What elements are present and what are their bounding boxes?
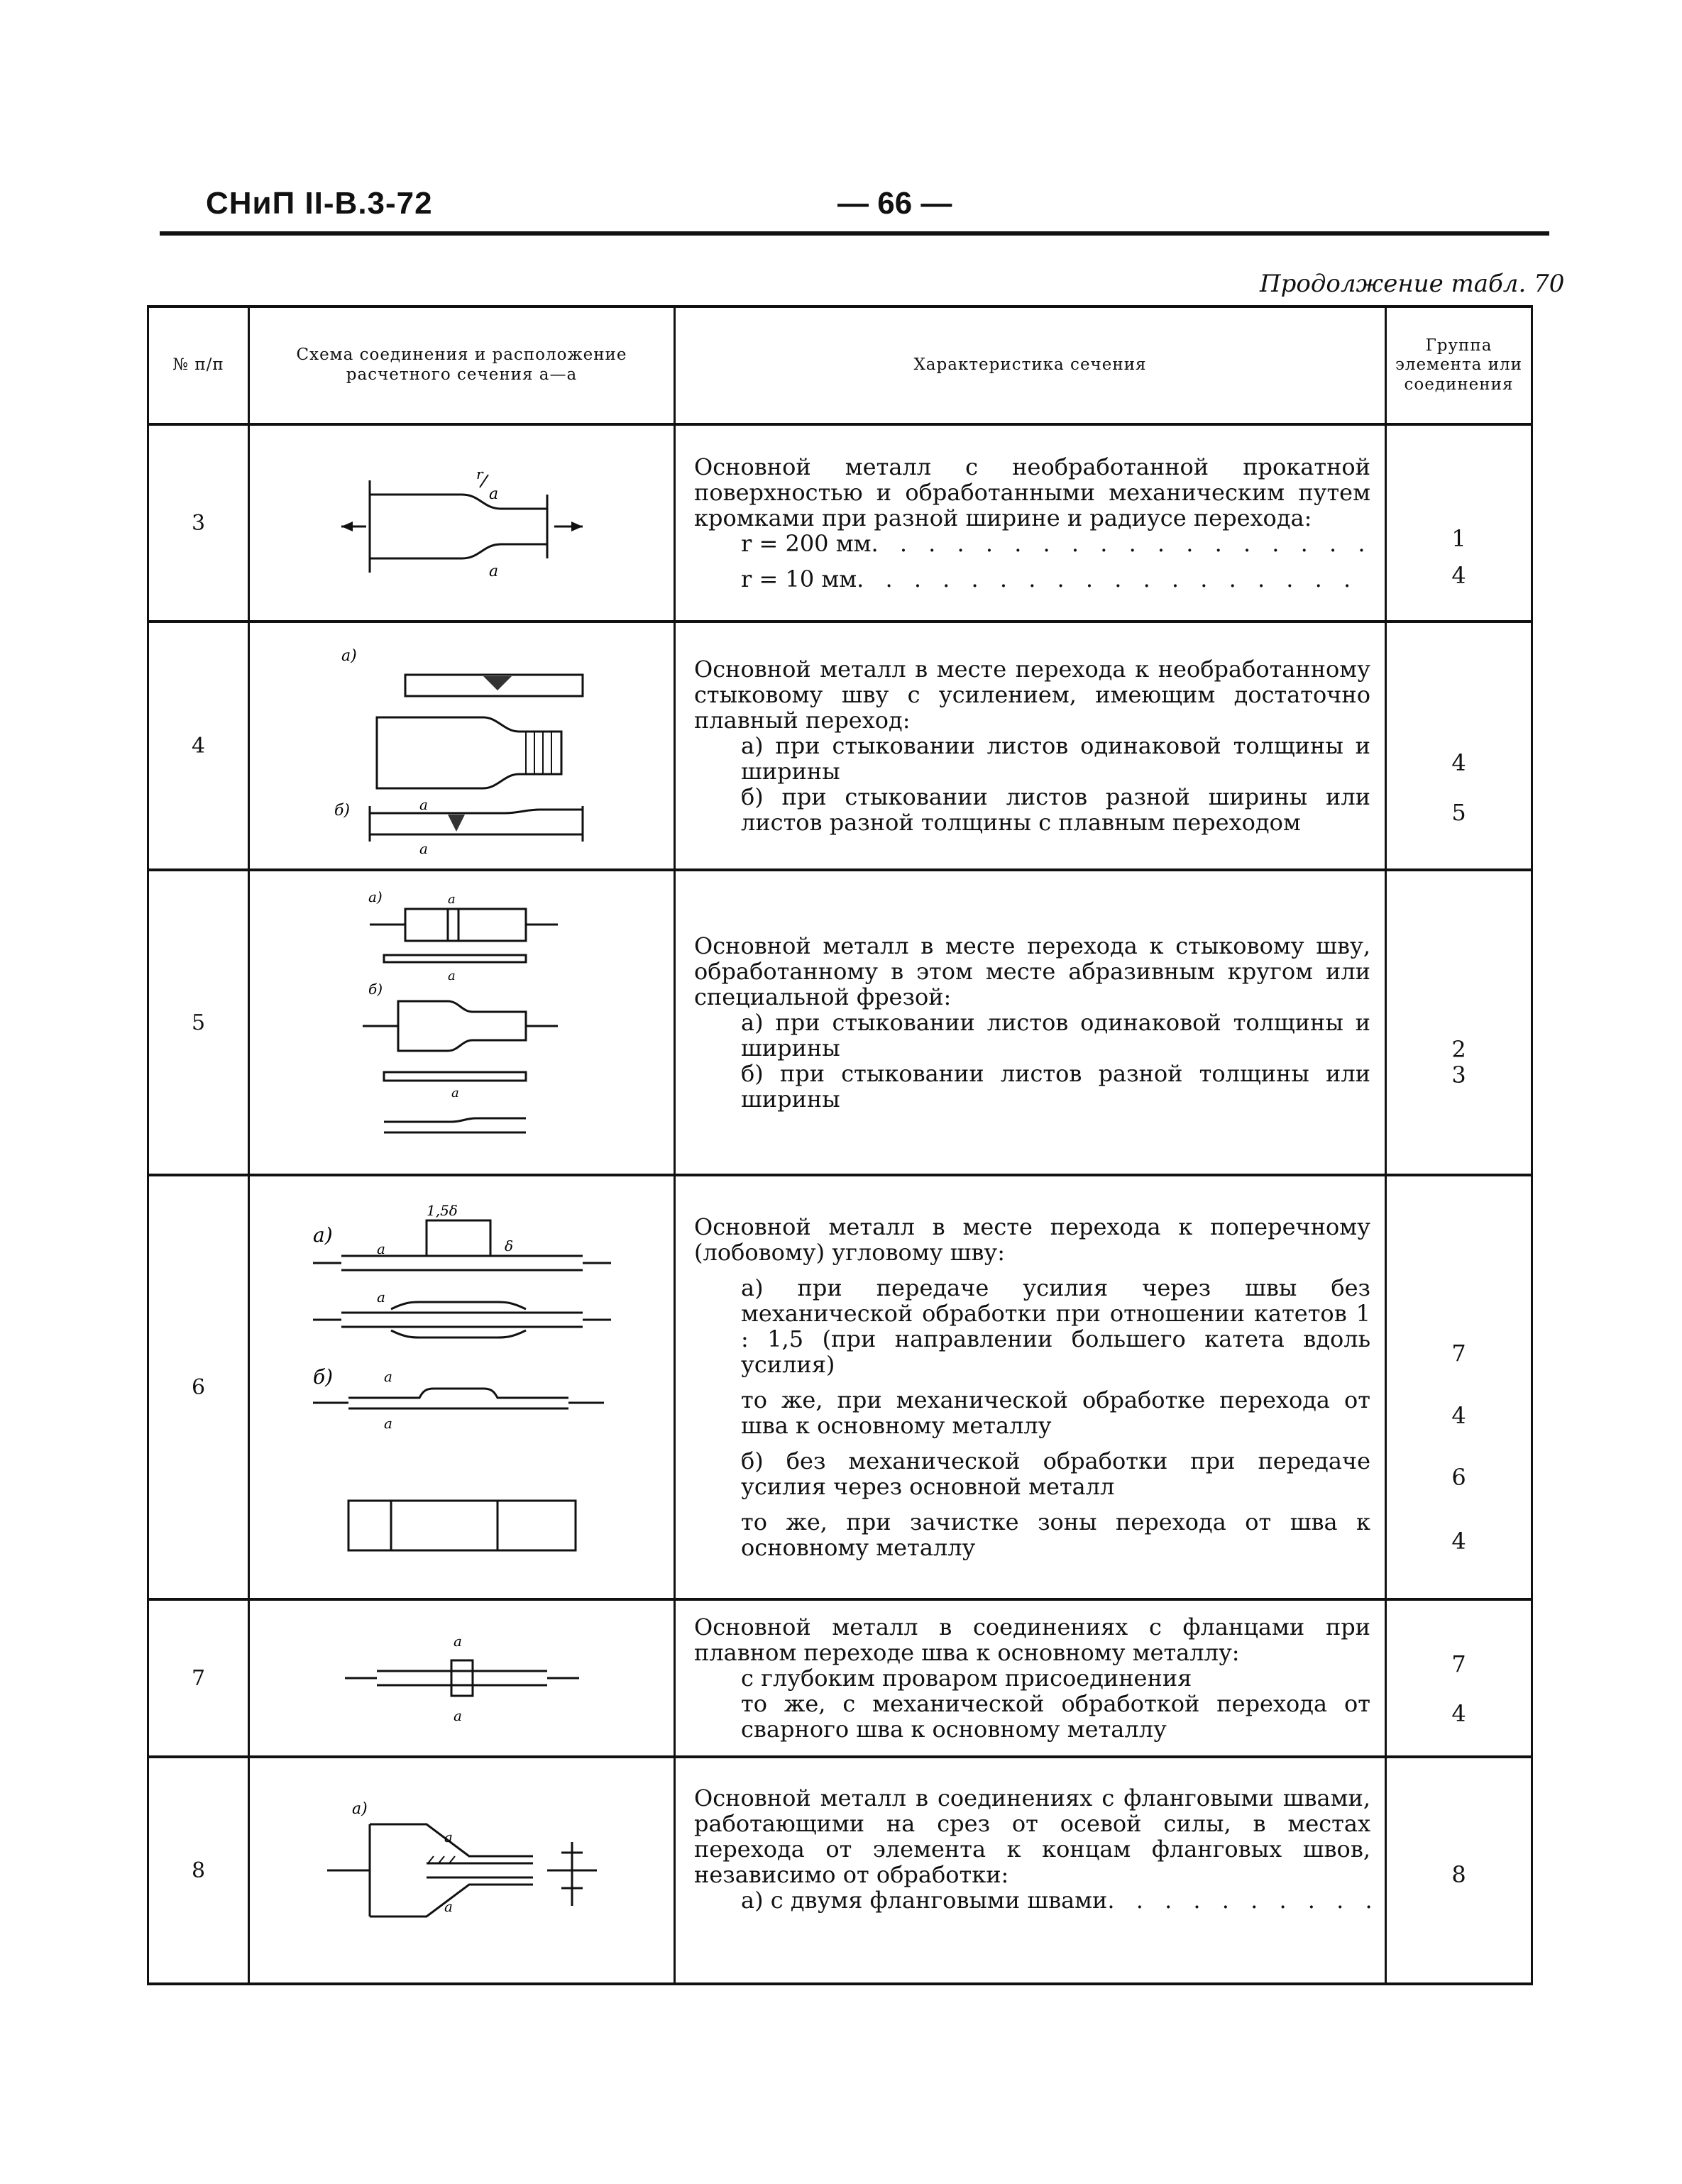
section-label-a: а	[376, 1240, 385, 1257]
variant-label: а)	[351, 1800, 368, 1818]
condition-text: то же, при зачистке зоны перехода от шва к основному металлу	[741, 1509, 1370, 1561]
characteristic-cell	[675, 1175, 1386, 1599]
group-value: 7	[1451, 1340, 1466, 1367]
group-value: 4	[1451, 1700, 1466, 1727]
section-label-a: а	[444, 1898, 453, 1915]
column-header-number: № п/п	[148, 307, 249, 424]
scheme-drawing-8	[320, 1785, 604, 1956]
section-label-a: а	[447, 892, 456, 907]
condition-text: то же, при механической обработке перехода от шва к основному металлу	[741, 1386, 1370, 1439]
variant-label: б)	[334, 802, 350, 820]
table-continuation-label: Продолжение табл. 70	[1260, 270, 1565, 298]
group-value: 1	[1451, 525, 1466, 552]
characteristic-cell	[675, 424, 1386, 622]
section-label-a: а	[444, 1829, 453, 1846]
condition-text: а) при стыковании листов одинаковой толщины и ширины	[741, 1009, 1370, 1061]
characteristic-cell	[675, 1757, 1386, 1984]
group-value: 4	[1451, 1528, 1466, 1555]
row-intro-text: Основной металл в месте перехода к необработанному стыковому шву с усилением, имеющим достаточно плавный переход:	[694, 656, 1370, 734]
table-row	[148, 1757, 1532, 1984]
scheme-cell	[249, 424, 675, 622]
group-value: 3	[1451, 1061, 1466, 1088]
section-label-a: а	[419, 796, 428, 813]
condition-line	[694, 1887, 1370, 1913]
row-number: 7	[148, 1599, 249, 1757]
condition-line	[694, 531, 1370, 556]
group-value: 5	[1451, 799, 1466, 826]
group-value: 4	[1451, 749, 1466, 776]
dimension-label: 1,5δ	[426, 1202, 458, 1219]
group-cell	[1386, 1175, 1532, 1599]
section-label-a: а	[447, 969, 456, 983]
condition-line	[694, 566, 1370, 592]
table-row	[148, 870, 1532, 1175]
condition-text: б) при стыковании листов разной ширины или листов разной толщины с плавным переходом	[741, 783, 1370, 836]
row-number: 5	[148, 870, 249, 1175]
scheme-cell	[249, 1757, 675, 1984]
group-cell	[1386, 622, 1532, 870]
table-row	[148, 622, 1532, 870]
condition-text: с глубоким проваром присоединения	[741, 1665, 1192, 1692]
section-label-a: а	[383, 1415, 392, 1432]
page-number: — 66 —	[837, 186, 952, 221]
column-header-characteristic: Характеристика сечения	[675, 307, 1386, 424]
condition-text: б) без механической обработки при передаче усилия через основной металл	[741, 1447, 1370, 1500]
row-number: 3	[148, 424, 249, 622]
group-value: 8	[1451, 1861, 1466, 1888]
row-intro-text: Основной металл в соединениях с фланговыми швами, работающими на срез от осевой силы, в местах перехода от элемента к концам фланговых швов, независимо от обработки:	[694, 1785, 1370, 1888]
scheme-drawing-3	[334, 452, 590, 594]
characteristic-cell	[675, 1599, 1386, 1757]
variant-label: б)	[368, 981, 383, 998]
condition-text: а) с двумя фланговыми швами	[741, 1887, 1108, 1914]
section-label-a: а	[488, 563, 498, 580]
table-row	[148, 1175, 1532, 1599]
scheme-drawing-5	[356, 881, 568, 1164]
group-value: 6	[1451, 1464, 1466, 1491]
table-row	[148, 1599, 1532, 1757]
characteristic-cell	[675, 622, 1386, 870]
variant-label: а)	[341, 647, 357, 665]
scheme-cell	[249, 870, 675, 1175]
section-label-a: а	[383, 1368, 392, 1385]
row-intro-text: Основной металл в месте перехода к поперечному (лобовому) угловому шву:	[694, 1213, 1370, 1266]
section-label-a: а	[453, 1707, 462, 1724]
group-cell	[1386, 424, 1532, 622]
group-value: 2	[1451, 1036, 1466, 1063]
group-value: 4	[1451, 562, 1466, 589]
group-cell	[1386, 1599, 1532, 1757]
scheme-cell	[249, 622, 675, 870]
weld-sections-table	[147, 305, 1533, 1985]
scheme-drawing-4	[313, 632, 611, 859]
row-number: 6	[148, 1175, 249, 1599]
characteristic-cell	[675, 870, 1386, 1175]
row-intro-text: Основной металл в месте перехода к стыковому шву, обработанному в этом месте абразивным кругом или специальной фрезой:	[694, 932, 1370, 1010]
header-rule	[160, 231, 1549, 236]
group-cell	[1386, 870, 1532, 1175]
section-label-a: а	[451, 1086, 459, 1101]
radius-label: r	[476, 465, 483, 482]
group-cell	[1386, 1757, 1532, 1984]
group-value: 4	[1451, 1402, 1466, 1429]
row-number: 8	[148, 1757, 249, 1984]
section-label-a: а	[419, 840, 428, 857]
scheme-cell	[249, 1175, 675, 1599]
condition-text: r = 200 мм	[741, 530, 872, 557]
condition-text: а) при стыковании листов одинаковой толщины и ширины	[741, 732, 1370, 785]
row-number: 4	[148, 622, 249, 870]
scheme-cell	[249, 1599, 675, 1757]
condition-text: r = 10 мм	[741, 566, 857, 592]
row-intro-text: Основной металл с необработанной прокатной поверхностью и обработанными механическим путем кромками при разной ширине и радиусе перехода:	[694, 453, 1370, 531]
group-value: 7	[1451, 1650, 1466, 1677]
scheme-drawing-7	[334, 1614, 590, 1742]
column-header-group: Группа элемента или соединения	[1386, 307, 1532, 424]
row-intro-text: Основной металл в соединениях с фланцами при плавном переходе шва к основному металлу:	[694, 1614, 1370, 1666]
column-header-scheme: Схема соединения и расположение расчетного сечения а—а	[249, 307, 675, 424]
thickness-label: δ	[504, 1237, 513, 1254]
document-code: СНиП II-В.3-72	[206, 186, 433, 221]
variant-label: а)	[312, 1223, 333, 1247]
table-row	[148, 424, 1532, 622]
variant-label: б)	[312, 1365, 333, 1389]
variant-label: а)	[368, 888, 383, 905]
section-label-a: а	[453, 1633, 462, 1650]
condition-text: б) при стыковании листов разной толщины или ширины	[741, 1060, 1370, 1113]
section-label-a: а	[376, 1289, 385, 1306]
condition-text: а) при передаче усилия через швы без механической обработки при отношении катетов 1 : 1,5 (при направлении большего катета вдоль усилия)	[741, 1274, 1370, 1378]
section-label-a: а	[488, 485, 498, 503]
scheme-drawing-6	[299, 1188, 625, 1586]
condition-text: то же, с механической обработкой перехода от сварного шва к основному металлу	[741, 1690, 1370, 1743]
